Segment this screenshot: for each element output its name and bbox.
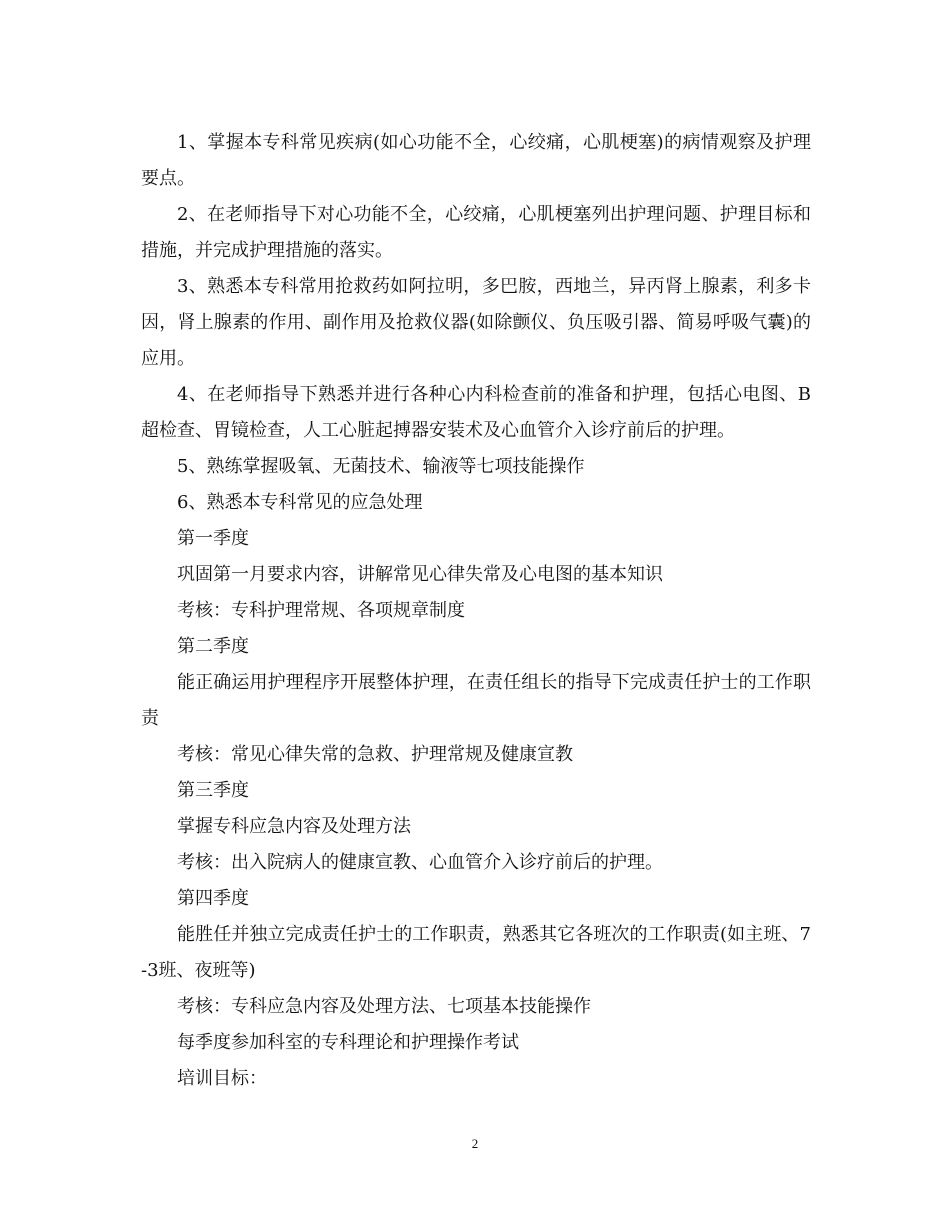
- paragraph-q1-assessment: 考核：专科护理常规、各项规章制度: [177, 600, 465, 621]
- paragraph-q4-content: 能胜任并独立完成责任护士的工作职责，熟悉其它各班次的工作职责(如主班、7-3班、夜班等): [141, 924, 811, 981]
- paragraph-item-5: 5、熟练掌握吸氧、无菌技术、输液等七项技能操作: [177, 456, 585, 477]
- section-heading-q3: 第三季度: [177, 780, 249, 801]
- paragraph-item-3: 3、熟悉本专科常用抢救药如阿拉明，多巴胺，西地兰，异丙肾上腺素，利多卡因，肾上腺素的作用、副作用及抢救仪器(如除颤仪、负压吸引器、简易呼吸气囊)的应用。: [141, 276, 811, 369]
- section-heading-q4: 第四季度: [177, 888, 249, 909]
- page-number: 2: [471, 1136, 479, 1151]
- paragraph-training-goals: 培训目标：: [177, 1068, 267, 1089]
- section-heading-q2: 第二季度: [177, 636, 249, 657]
- paragraph-q2-assessment: 考核：常见心律失常的急救、护理常规及健康宣教: [177, 744, 573, 765]
- page-body: [141, 125, 811, 1097]
- paragraph-item-1: 1、掌握本专科常见疾病(如心功能不全，心绞痛，心肌梗塞)的病情观察及护理要点。: [141, 132, 811, 189]
- paragraph-item-2: 2、在老师指导下对心功能不全，心绞痛，心肌梗塞列出护理问题、护理目标和措施，并完成护理措施的落实。: [141, 204, 811, 261]
- paragraph-q2-content: 能正确运用护理程序开展整体护理，在责任组长的指导下完成责任护士的工作职责: [141, 672, 811, 729]
- paragraph-q4-assessment: 考核：专科应急内容及处理方法、七项基本技能操作: [177, 996, 591, 1017]
- paragraph-item-4: 4、在老师指导下熟悉并进行各种心内科检查前的准备和护理，包括心电图、B超检查、胃镜检查，人工心脏起搏器安装术及心血管介入诊疗前后的护理。: [141, 384, 811, 441]
- paragraph-item-6: 6、熟悉本专科常见的应急处理: [177, 492, 423, 513]
- paragraph-q3-assessment: 考核：出入院病人的健康宣教、心血管介入诊疗前后的护理。: [177, 852, 663, 873]
- paragraph-q3-content: 掌握专科应急内容及处理方法: [177, 816, 411, 837]
- section-heading-q1: 第一季度: [177, 528, 249, 549]
- paragraph-quarterly-exam: 每季度参加科室的专科理论和护理操作考试: [177, 1032, 519, 1053]
- paragraph-q1-content: 巩固第一月要求内容，讲解常见心律失常及心电图的基本知识: [177, 564, 663, 585]
